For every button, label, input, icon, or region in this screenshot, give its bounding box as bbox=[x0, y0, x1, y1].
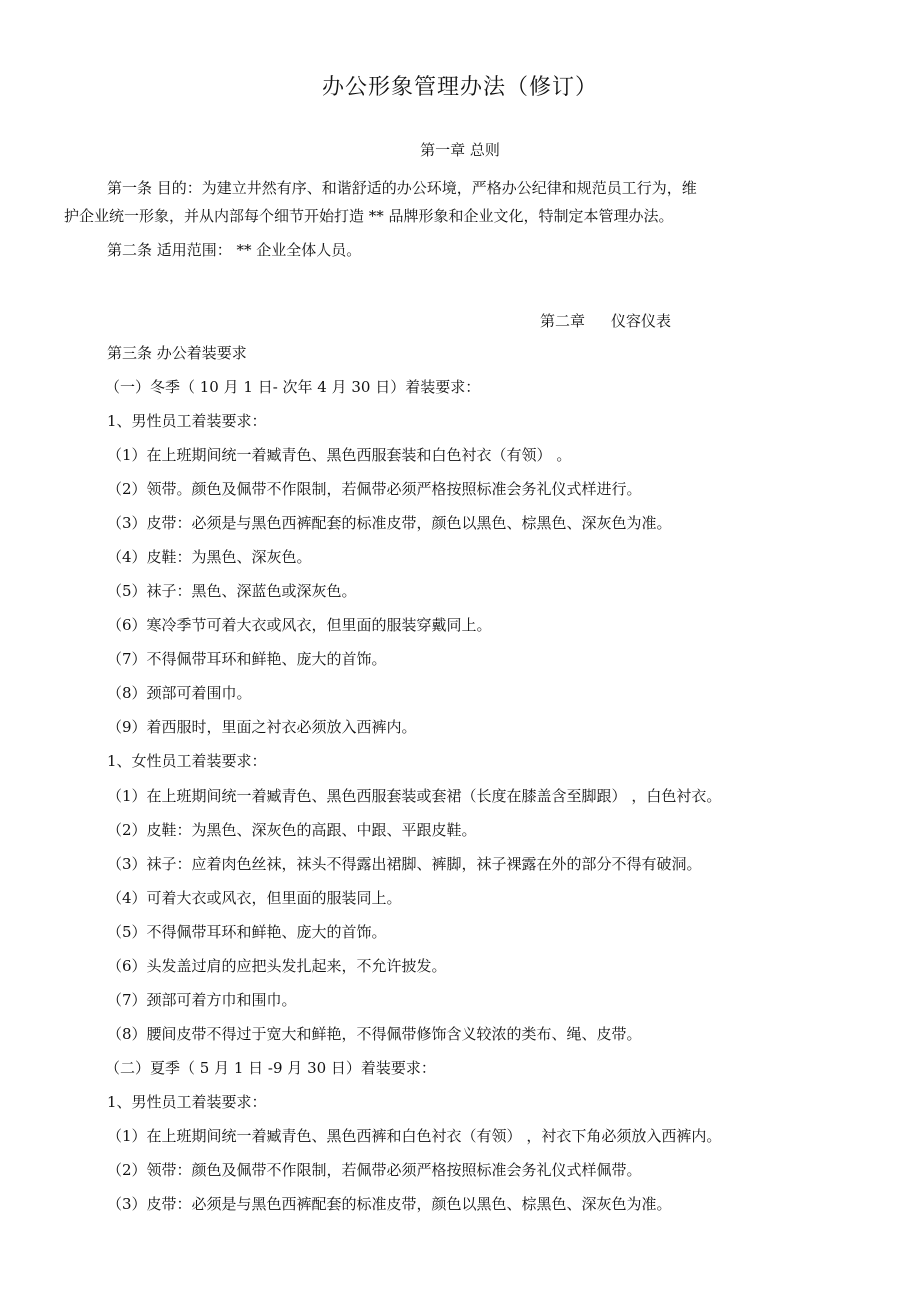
list-item: （6）寒冷季节可着大衣或风衣，但里面的服装穿戴同上。 bbox=[107, 616, 492, 634]
list-item: （2）皮鞋：为黑色、深灰色的高跟、中跟、平跟皮鞋。 bbox=[107, 821, 477, 839]
chapter-1-heading: 第一章 总则 bbox=[420, 141, 500, 159]
list-item: （7）颈部可着方巾和围巾。 bbox=[107, 991, 297, 1009]
list-item: （9）着西服时，里面之衬衣必须放入西裤内。 bbox=[107, 718, 417, 736]
winter-heading: （一）冬季（ 10 月 1 日- 次年 4 月 30 日）着装要求： bbox=[105, 378, 481, 396]
list-item: （2）领带：颜色及佩带不作限制，若佩带必须严格按照标准会务礼仪式样佩带。 bbox=[107, 1161, 642, 1179]
list-item: （1）在上班期间统一着臧青色、黑色西裤和白色衬衣（有领） ，衬衣下角必须放入西裤内。 bbox=[107, 1127, 722, 1145]
list-item: （7）不得佩带耳环和鲜艳、庞大的首饰。 bbox=[107, 650, 387, 668]
article-1-line-1: 第一条 目的：为建立井然有序、和谐舒适的办公环境，严格办公纪律和规范员工行为，维 bbox=[107, 179, 697, 197]
list-item: （3）皮带：必须是与黑色西裤配套的标准皮带，颜色以黑色、棕黑色、深灰色为准。 bbox=[107, 514, 672, 532]
list-item: （2）领带。颜色及佩带不作限制，若佩带必须严格按照标准会务礼仪式样进行。 bbox=[107, 480, 642, 498]
article-1-line-2: 护企业统一形象，并从内部每个细节开始打造 ** 品牌形象和企业文化，特制定本管理办法。 bbox=[64, 207, 674, 225]
list-item: （6）头发盖过肩的应把头发扎起来，不允许披发。 bbox=[107, 957, 447, 975]
chapter-2-number: 第二章 bbox=[540, 312, 586, 330]
chapter-2-heading bbox=[540, 310, 671, 331]
chapter-2-title: 仪容仪表 bbox=[611, 312, 672, 330]
summer-heading: （二）夏季（ 5 月 1 日 -9 月 30 日）着装要求： bbox=[105, 1059, 436, 1077]
list-item: （8）颈部可着围巾。 bbox=[107, 684, 252, 702]
article-3: 第三条 办公着装要求 bbox=[107, 344, 247, 362]
list-item: （4）皮鞋：为黑色、深灰色。 bbox=[107, 548, 312, 566]
summer-male-heading: 1、男性员工着装要求： bbox=[107, 1093, 267, 1111]
winter-male-heading: 1、男性员工着装要求： bbox=[107, 412, 267, 430]
list-item: （4）可着大衣或风衣，但里面的服装同上。 bbox=[107, 889, 402, 907]
list-item: （3）袜子：应着肉色丝袜，袜头不得露出裙脚、裤脚，袜子裸露在外的部分不得有破洞。 bbox=[107, 855, 702, 873]
list-item: （3）皮带：必须是与黑色西裤配套的标准皮带，颜色以黑色、棕黑色、深灰色为准。 bbox=[107, 1195, 672, 1213]
winter-female-heading: 1、女性员工着装要求： bbox=[107, 752, 267, 770]
list-item: （8）腰间皮带不得过于宽大和鲜艳，不得佩带修饰含义较浓的类布、绳、皮带。 bbox=[107, 1025, 642, 1043]
article-2: 第二条 适用范围： ** 企业全体人员。 bbox=[107, 241, 362, 259]
list-item: （5）袜子：黑色、深蓝色或深灰色。 bbox=[107, 582, 357, 600]
document-title: 办公形象管理办法（修订） bbox=[321, 75, 598, 100]
list-item: （1）在上班期间统一着臧青色、黑色西服套装或套裙（长度在膝盖含至脚跟） ，白色衬衣。 bbox=[107, 787, 722, 805]
list-item: （5）不得佩带耳环和鲜艳、庞大的首饰。 bbox=[107, 923, 387, 941]
list-item: （1）在上班期间统一着臧青色、黑色西服套装和白色衬衣（有领） 。 bbox=[107, 446, 572, 464]
